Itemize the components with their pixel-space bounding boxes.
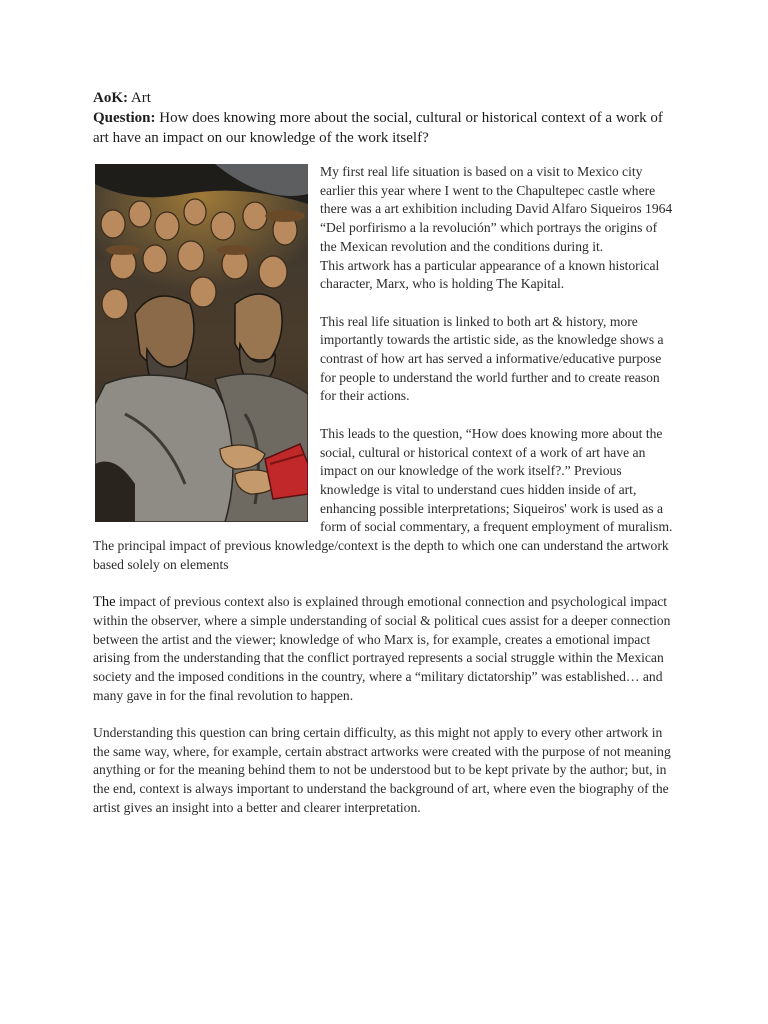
paragraph-4	[93, 593, 675, 705]
paragraph-4-text: impact of previous context also is explained through emotional connection and psychological impact within the observer, where a simple understanding of social & political cues assist for a deeper connection between the artist and the viewer; knowledge of who Marx is, for example, creates a emotional impact arising from the understanding that the conflict portrayed represents a social struggle within the Mexican society and the imposed conditions in the country, where a “military dictatorship” was established… and many gave in for the final revolution to happen.	[93, 594, 671, 703]
mural-image	[95, 164, 308, 522]
aok-label: AoK:	[93, 90, 128, 106]
paragraph-2: This real life situation is linked to both art & history, more importantly towards the artistic side, as the knowledge shows a contrast of how art has served a informative/educative purpose for people to understand the world further and to create reason for their actions.	[320, 313, 664, 404]
document-body	[93, 163, 675, 818]
question-text: How does knowing more about the social, cultural or historical context of a work of art have an impact on our knowledge of the work itself?	[93, 110, 663, 146]
document-heading	[93, 88, 675, 148]
aok-line	[93, 88, 675, 108]
mural-photo-icon	[95, 164, 308, 522]
document-page	[93, 88, 675, 818]
paragraph-5: Understanding this question can bring certain difficulty, as this might not apply to every other artwork in the same way, where, for example, certain abstract artworks were created with the purpose of not meaning anything or for the meaning behind them to not be understood but to be kept private by the author; but, in the end, context is always important to understand the background of art, where even the biography of the artist gives an insight into a better and clearer interpretation.	[93, 725, 671, 815]
question-label: Question:	[93, 110, 156, 126]
paragraph-3b: The principal impact of previous knowledge/context is the depth to which one can understand the artwork based solely on elements	[93, 538, 669, 572]
aok-value: Art	[128, 90, 151, 106]
paragraph-1a: My first real life situation is based on a visit to Mexico city earlier this year where I went to the Chapultepec castle where there was a art exhibition including David Alfaro Siqueiros 1964 “Del porfirismo a la revolución” which portrays the origins of the Mexican revolution and the conditions during it.	[320, 164, 673, 254]
paragraph-1b: This artwork has a particular appearance of a known historical character, Marx, who is holding The Kapital.	[320, 257, 660, 292]
question-line	[93, 108, 675, 148]
paragraph-4-lead: The	[93, 594, 116, 611]
paragraph-3: This leads to the question, “How does knowing more about the social, cultural or historical context of a work of art have an impact on our knowledge of the work itself?.” Previous knowledge is vital to understand cues hidden inside of art, enhancing possible interpretations; Siqueiros' work is used as a form of social commentary, a frequent employment of muralism.	[320, 425, 673, 535]
